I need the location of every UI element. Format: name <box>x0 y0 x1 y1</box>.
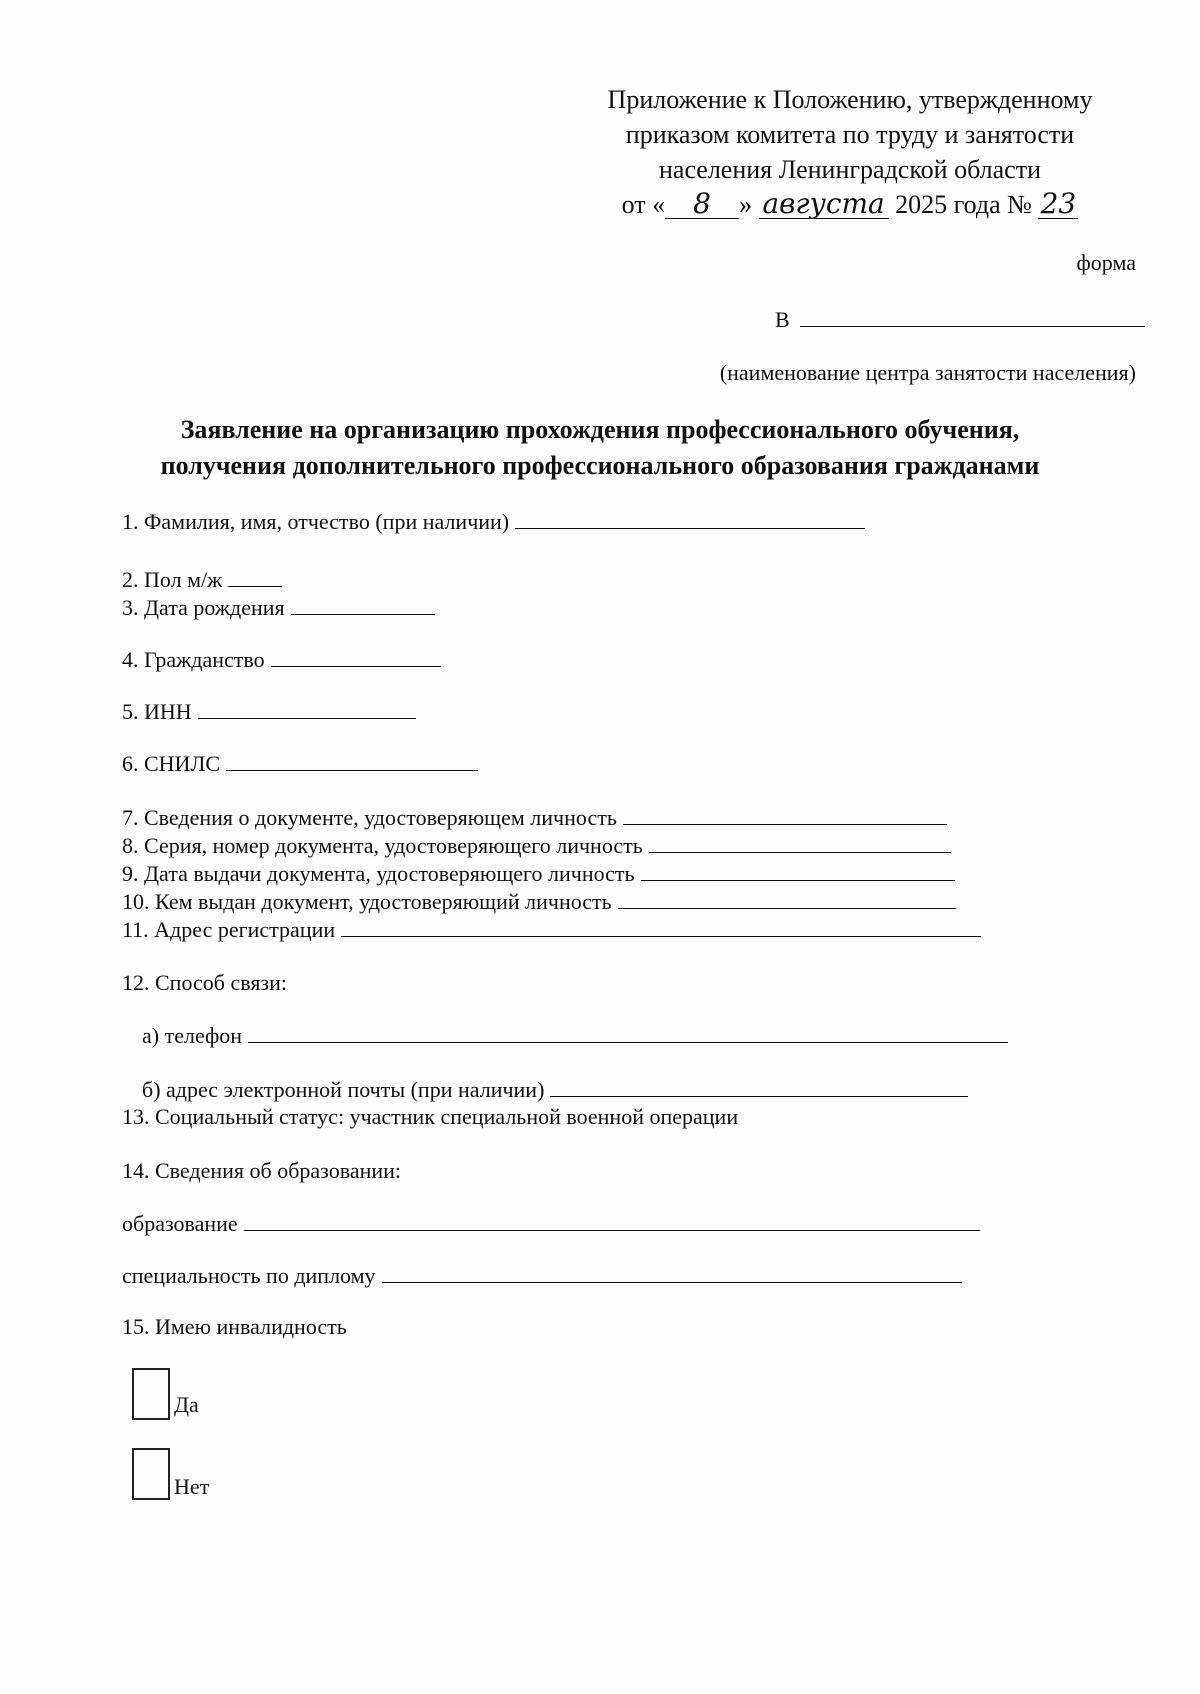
field-label: б) адрес электронной почты (при наличии) <box>142 1077 545 1102</box>
field-gender <box>122 566 282 593</box>
field-education-info <box>122 1158 401 1184</box>
header-line-3: населения Ленинградской области <box>658 155 1041 184</box>
field-disability <box>122 1314 347 1340</box>
id-issue-date-input-line[interactable] <box>641 860 955 881</box>
field-label: 12. Способ связи: <box>122 970 288 995</box>
addressee-caption: (наименование центра занятости населения) <box>719 360 1136 385</box>
disability-yes-checkbox[interactable] <box>132 1368 170 1420</box>
field-label: 5. ИНН <box>122 699 192 724</box>
field-id-issue-date <box>122 860 955 887</box>
doc-number-handwritten: 23 <box>1038 190 1078 219</box>
disability-no-checkbox[interactable] <box>132 1448 170 1500</box>
field-label: 14. Сведения об образовании: <box>122 1158 402 1183</box>
field-snils <box>122 750 478 777</box>
field-label: 6. СНИЛС <box>122 751 221 776</box>
field-registration-address <box>122 916 981 943</box>
date-mid: » <box>739 190 753 219</box>
field-email <box>142 1076 968 1103</box>
field-label: 8. Серия, номер документа, удостоверяющего личность <box>122 833 643 858</box>
field-label: образование <box>122 1211 238 1236</box>
gender-input-line[interactable] <box>228 566 282 587</box>
diploma-specialty-input-line[interactable] <box>382 1262 962 1283</box>
document-title <box>100 412 1100 484</box>
header-line-2: приказом комитета по труду и занятости <box>625 120 1075 149</box>
full-name-input-line[interactable] <box>515 508 865 529</box>
header-line-1: Приложение к Положению, утвержденному <box>607 85 1093 114</box>
date-month-handwritten: августа <box>759 190 889 219</box>
phone-input-line[interactable] <box>248 1022 1008 1043</box>
field-birth-date <box>122 594 435 621</box>
field-label: а) телефон <box>142 1023 243 1048</box>
field-label: 11. Адрес регистрации <box>122 917 336 942</box>
field-contact-method <box>122 970 287 996</box>
title-line-1: Заявление на организацию прохождения профессионального обучения, <box>180 415 1020 444</box>
field-label: специальность по диплому <box>122 1263 376 1288</box>
field-inn <box>122 698 416 725</box>
approval-header <box>560 82 1140 222</box>
snils-input-line[interactable] <box>226 750 478 771</box>
form-label: форма <box>1076 250 1136 275</box>
disability-yes-label: Да <box>174 1392 199 1417</box>
date-prefix: от « <box>621 190 666 219</box>
citizenship-input-line[interactable] <box>271 646 441 667</box>
date-day-handwritten: 8 <box>665 190 739 219</box>
field-citizenship <box>122 646 441 673</box>
field-full-name <box>122 508 865 535</box>
birth-date-input-line[interactable] <box>291 594 435 615</box>
field-phone <box>142 1022 1008 1049</box>
field-label: 9. Дата выдачи документа, удостоверяющего личность <box>122 861 635 886</box>
field-label: 3. Дата рождения <box>122 595 285 620</box>
field-label: 13. Социальный статус: участник специальной военной операции <box>122 1104 739 1129</box>
addressee-input-line[interactable] <box>800 306 1145 327</box>
field-label: 2. Пол м/ж <box>122 567 223 592</box>
field-education <box>122 1210 980 1237</box>
field-label: 7. Сведения о документе, удостоверяющем личность <box>122 805 617 830</box>
id-document-input-line[interactable] <box>623 804 947 825</box>
field-id-document <box>122 804 947 831</box>
field-diploma-specialty <box>122 1262 962 1289</box>
title-line-2: получения дополнительного профессионального образования гражданами <box>160 451 1040 480</box>
education-input-line[interactable] <box>244 1210 980 1231</box>
email-input-line[interactable] <box>550 1076 968 1097</box>
field-label: 1. Фамилия, имя, отчество (при наличии) <box>122 509 510 534</box>
field-social-status <box>122 1104 738 1130</box>
disability-no-label: Нет <box>174 1474 210 1499</box>
id-series-number-input-line[interactable] <box>649 832 951 853</box>
header-date-line <box>560 187 1140 222</box>
field-id-issued-by <box>122 888 956 915</box>
id-issued-by-input-line[interactable] <box>618 888 956 909</box>
inn-input-line[interactable] <box>198 698 416 719</box>
field-id-series-number <box>122 832 951 859</box>
field-label: 15. Имею инвалидность <box>122 1314 347 1339</box>
registration-address-input-line[interactable] <box>341 916 981 937</box>
field-label: 4. Гражданство <box>122 647 265 672</box>
date-suffix: 2025 года № <box>895 190 1032 219</box>
addressee-field <box>775 306 1145 333</box>
field-label: 10. Кем выдан документ, удостоверяющий личность <box>122 889 612 914</box>
addressee-prefix: В <box>775 307 790 332</box>
